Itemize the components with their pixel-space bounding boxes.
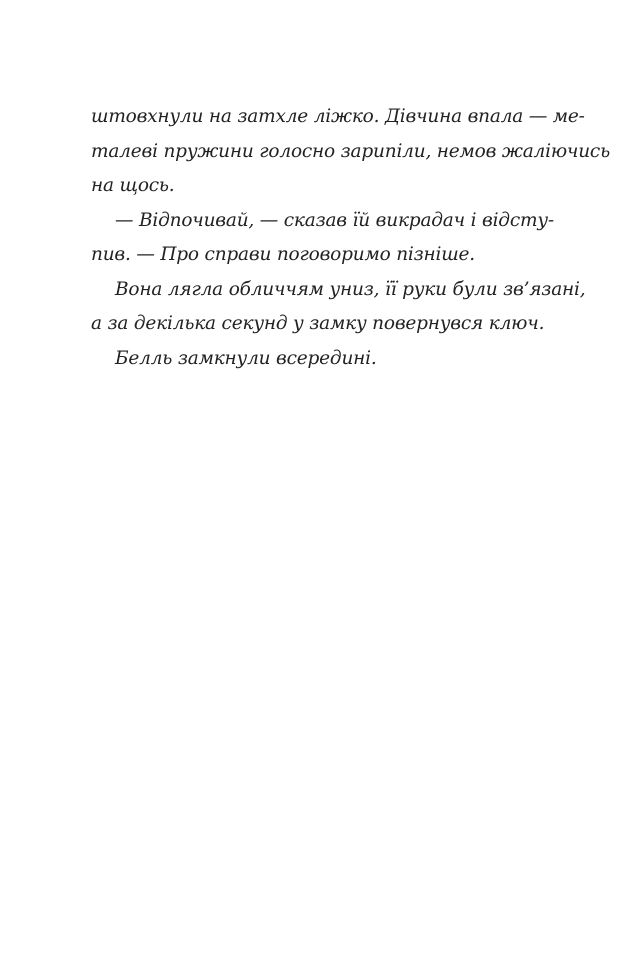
text-line: талеві пружини голосно зарипіли, немов жаліючись [91,140,610,162]
text-line: Вона лягла обличчям униз, її руки були зв’язані, [115,278,586,300]
text-line: на щось. [91,175,175,196]
text-line: а за декілька секунд у замку повернувся ключ. [91,313,545,334]
body-text [91,100,610,376]
text-line: — Відпочивай, — сказав їй викрадач і відсту- [115,209,554,231]
text-line: Белль замкнули всередині. [115,347,377,369]
text-line: пив. — Про справи поговоримо пізніше. [91,244,475,265]
text-line: штовхнули на затхле ліжко. Дівчина впала — ме- [91,106,585,127]
